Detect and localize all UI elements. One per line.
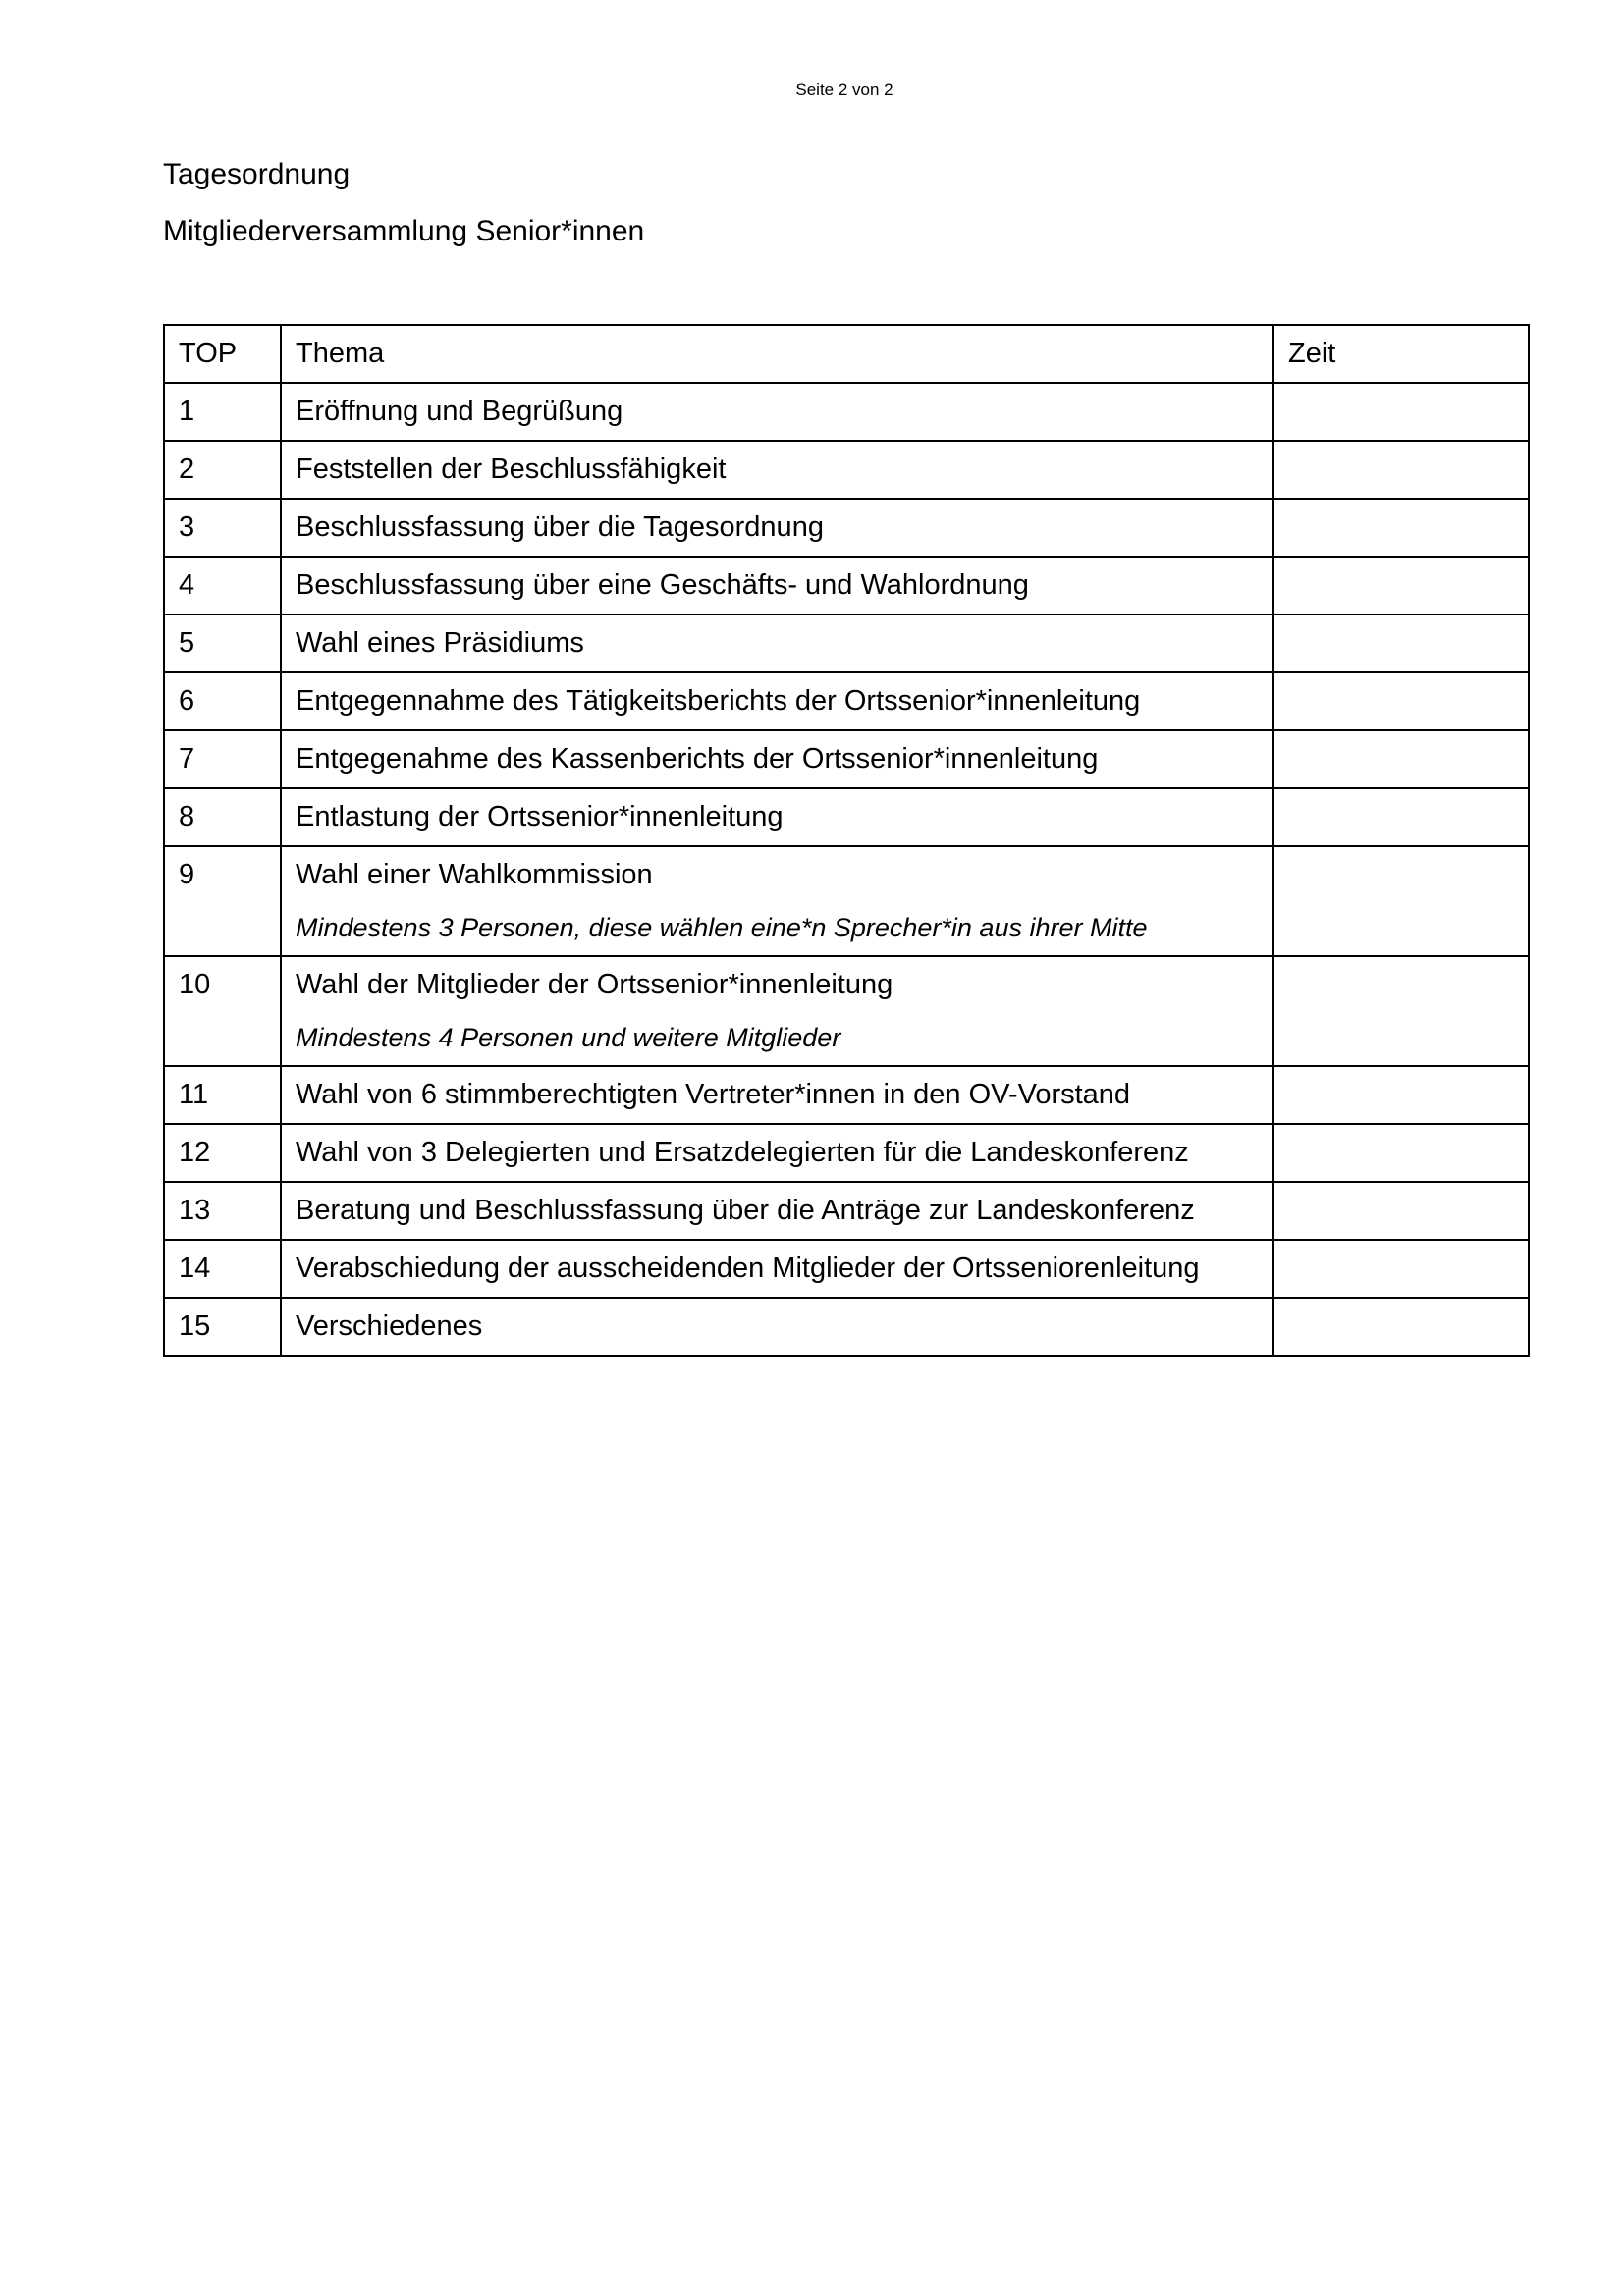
cell-thema [281, 1240, 1273, 1298]
cell-zeit [1273, 1124, 1529, 1182]
cell-top-number: 13 [164, 1182, 281, 1240]
cell-thema [281, 1066, 1273, 1124]
thema-text: Wahl einer Wahlkommission [296, 859, 653, 890]
cell-top-number: 12 [164, 1124, 281, 1182]
table-row [164, 846, 1529, 956]
thema-text: Eröffnung und Begrüßung [296, 396, 623, 427]
cell-top-number: 15 [164, 1298, 281, 1356]
table-row [164, 1182, 1529, 1240]
cell-thema [281, 1298, 1273, 1356]
table-row [164, 499, 1529, 557]
header-top: TOP [164, 325, 281, 383]
page-number: Seite 2 von 2 [795, 80, 893, 99]
cell-thema [281, 730, 1273, 788]
cell-top-number: 3 [164, 499, 281, 557]
header-thema: Thema [281, 325, 1273, 383]
cell-top-number: 1 [164, 383, 281, 441]
cell-top-number: 8 [164, 788, 281, 846]
thema-text: Entlastung der Ortssenior*innenleitung [296, 801, 784, 832]
table-row [164, 1298, 1529, 1356]
table-row [164, 614, 1529, 672]
thema-note: Mindestens 3 Personen, diese wählen eine*n Sprecher*in aus ihrer Mitte [296, 913, 1148, 942]
agenda-table [163, 324, 1530, 1357]
thema-text: Beschlussfassung über eine Geschäfts- und Wahlordnung [296, 569, 1029, 601]
cell-zeit [1273, 956, 1529, 1066]
cell-zeit [1273, 1066, 1529, 1124]
cell-thema [281, 846, 1273, 956]
cell-thema [281, 557, 1273, 614]
table-row [164, 788, 1529, 846]
cell-thema [281, 672, 1273, 730]
cell-zeit [1273, 846, 1529, 956]
table-row [164, 441, 1529, 499]
table-row [164, 557, 1529, 614]
cell-thema [281, 788, 1273, 846]
table-row [164, 1240, 1529, 1298]
cell-zeit [1273, 441, 1529, 499]
cell-top-number: 5 [164, 614, 281, 672]
cell-top-number: 14 [164, 1240, 281, 1298]
thema-text: Wahl eines Präsidiums [296, 627, 584, 659]
table-header-row [164, 325, 1529, 383]
cell-zeit [1273, 730, 1529, 788]
cell-top-number: 7 [164, 730, 281, 788]
cell-zeit [1273, 788, 1529, 846]
document-subtitle: Mitgliederversammlung Senior*innen [163, 215, 645, 247]
cell-thema [281, 1182, 1273, 1240]
thema-text: Verschiedenes [296, 1310, 483, 1342]
table-row [164, 383, 1529, 441]
document-title: Tagesordnung [163, 158, 351, 190]
cell-top-number: 11 [164, 1066, 281, 1124]
thema-note: Mindestens 4 Personen und weitere Mitglieder [296, 1023, 841, 1052]
cell-thema [281, 441, 1273, 499]
cell-thema [281, 383, 1273, 441]
cell-thema [281, 1124, 1273, 1182]
thema-text: Beschlussfassung über die Tagesordnung [296, 511, 824, 543]
cell-thema [281, 499, 1273, 557]
table-row [164, 1066, 1529, 1124]
cell-thema [281, 614, 1273, 672]
cell-thema [281, 956, 1273, 1066]
cell-top-number: 2 [164, 441, 281, 499]
table-row [164, 730, 1529, 788]
cell-zeit [1273, 557, 1529, 614]
thema-text: Entgegennahme des Tätigkeitsberichts der Ortssenior*innenleitung [296, 685, 1141, 717]
cell-zeit [1273, 614, 1529, 672]
cell-zeit [1273, 383, 1529, 441]
cell-zeit [1273, 1298, 1529, 1356]
table-row [164, 1124, 1529, 1182]
cell-zeit [1273, 1182, 1529, 1240]
table-row [164, 672, 1529, 730]
table-row [164, 956, 1529, 1066]
thema-text: Entgegenahme des Kassenberichts der Ortssenior*innenleitung [296, 743, 1099, 774]
cell-top-number: 10 [164, 956, 281, 1066]
thema-text: Wahl der Mitglieder der Ortssenior*innenleitung [296, 969, 893, 1000]
cell-top-number: 6 [164, 672, 281, 730]
thema-text: Verabschiedung der ausscheidenden Mitglieder der Ortsseniorenleitung [296, 1253, 1200, 1284]
cell-zeit [1273, 1240, 1529, 1298]
cell-top-number: 4 [164, 557, 281, 614]
cell-zeit [1273, 672, 1529, 730]
thema-text: Wahl von 3 Delegierten und Ersatzdelegierten für die Landeskonferenz [296, 1137, 1189, 1168]
thema-text: Feststellen der Beschlussfähigkeit [296, 454, 727, 485]
cell-top-number: 9 [164, 846, 281, 956]
header-zeit: Zeit [1273, 325, 1529, 383]
thema-text: Beratung und Beschlussfassung über die Anträge zur Landeskonferenz [296, 1195, 1195, 1226]
cell-zeit [1273, 499, 1529, 557]
thema-text: Wahl von 6 stimmberechtigten Vertreter*innen in den OV-Vorstand [296, 1079, 1131, 1110]
